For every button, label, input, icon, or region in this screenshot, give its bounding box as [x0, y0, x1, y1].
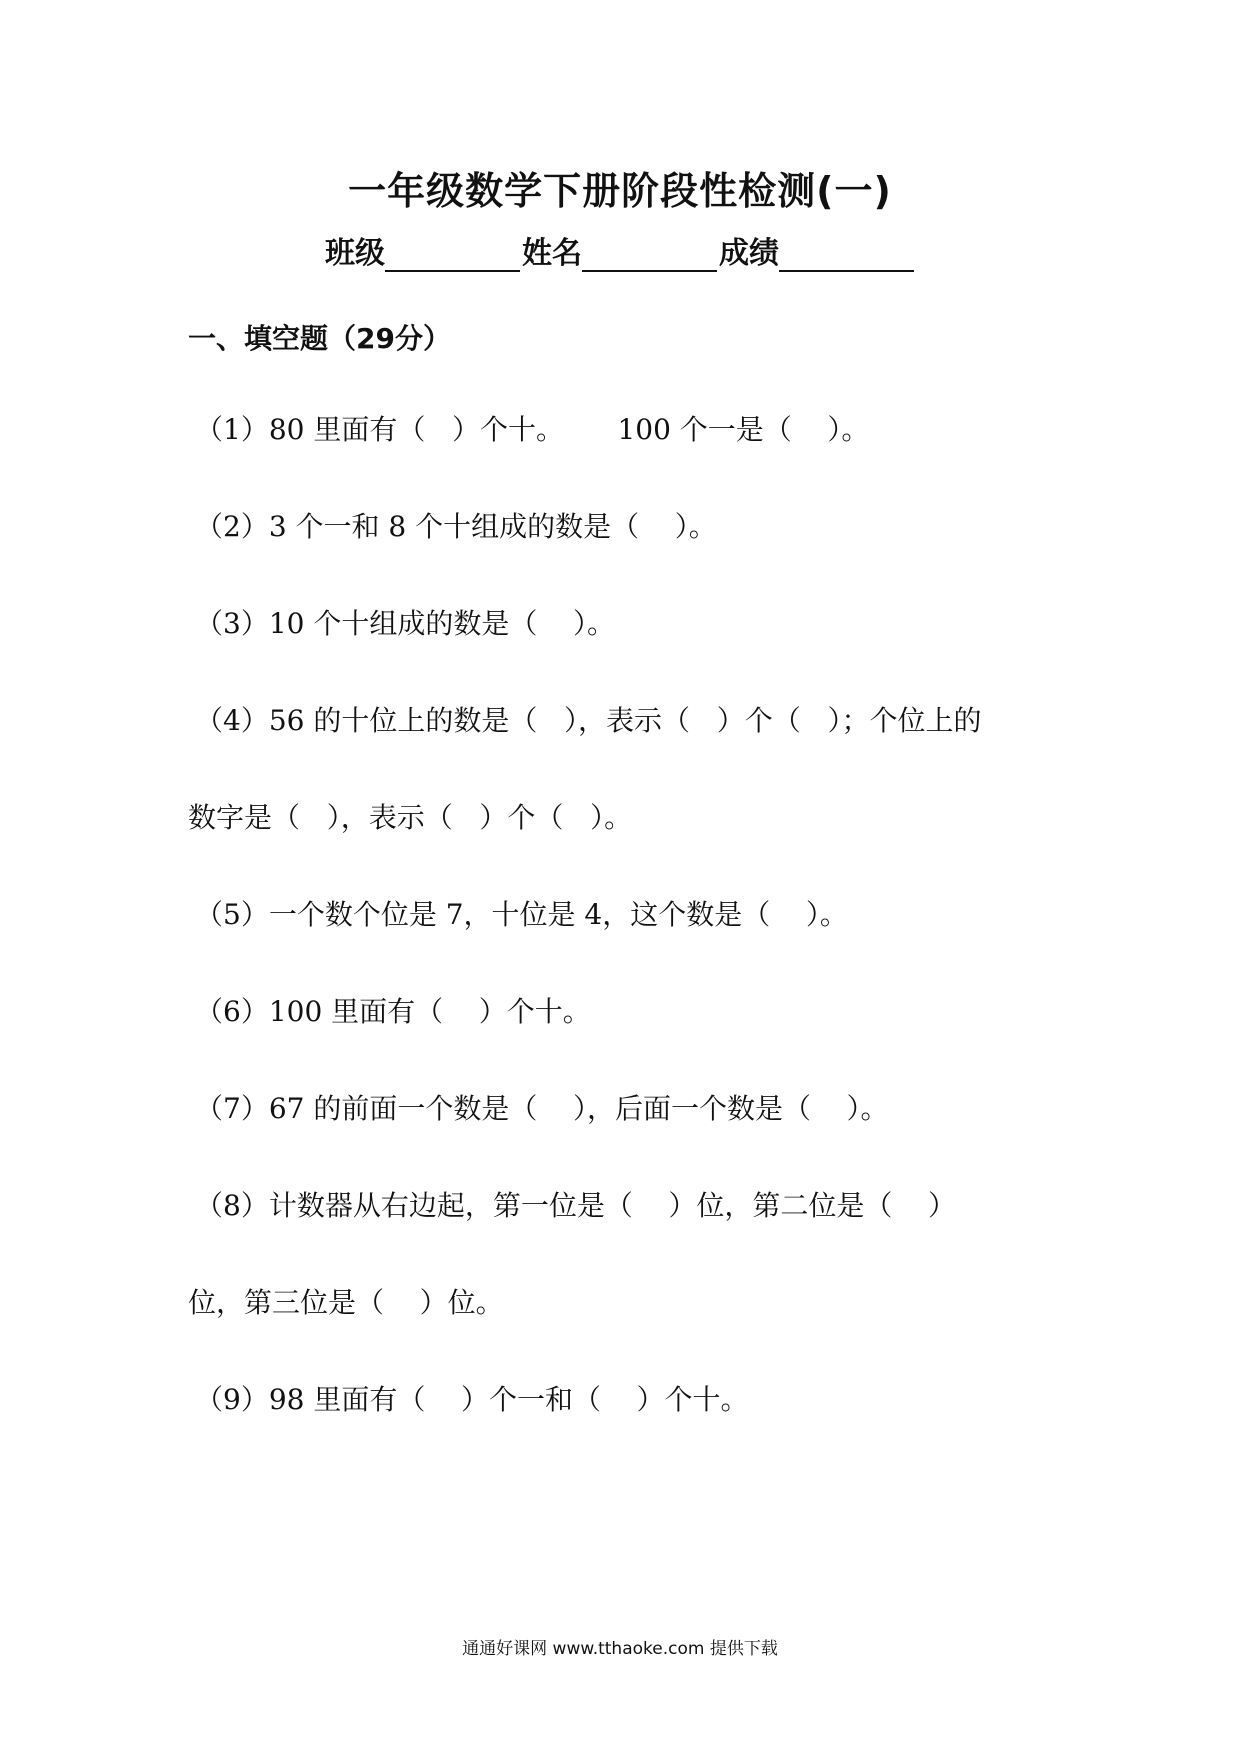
question-line: （9）98 里面有（ ）个一和（ ）个十。	[195, 1383, 749, 1416]
score-label: 成绩	[719, 236, 779, 271]
score-blank[interactable]	[779, 240, 914, 272]
question-line: （5）一个数个位是 7，十位是 4，这个数是（ ）。	[195, 898, 848, 931]
question-line: （8）计数器从右边起，第一位是（ ）位，第二位是（ ）	[195, 1189, 957, 1222]
question-line: （3）10 个十组成的数是（ ）。	[195, 607, 615, 640]
question-line: 数字是（ ），表示（ ）个（ ）。	[188, 801, 633, 834]
question-line: （6）100 里面有（ ）个十。	[195, 995, 591, 1028]
class-label: 班级	[325, 236, 385, 271]
student-info-row	[325, 228, 916, 272]
question-line: 位，第三位是（ ）位。	[188, 1286, 504, 1319]
section-heading: 一、填空题（29分）	[188, 322, 451, 355]
question-line: （4）56 的十位上的数是（ ），表示（ ）个（ ）；个位上的	[195, 704, 982, 737]
page-title: 一年级数学下册阶段性检测(一)	[348, 169, 892, 213]
name-label: 姓名	[522, 236, 582, 271]
question-line: （2）3 个一和 8 个十组成的数是（ ）。	[195, 510, 717, 543]
question-line: （7）67 的前面一个数是（ ），后面一个数是（ ）。	[195, 1092, 889, 1125]
name-blank[interactable]	[582, 240, 717, 272]
footer-credit: 通通好课网 www.tthaoke.com 提供下载	[462, 1639, 778, 1659]
question-line: （1）80 里面有（ ）个十。 100 个一是（ ）。	[195, 413, 870, 446]
class-blank[interactable]	[385, 240, 520, 272]
